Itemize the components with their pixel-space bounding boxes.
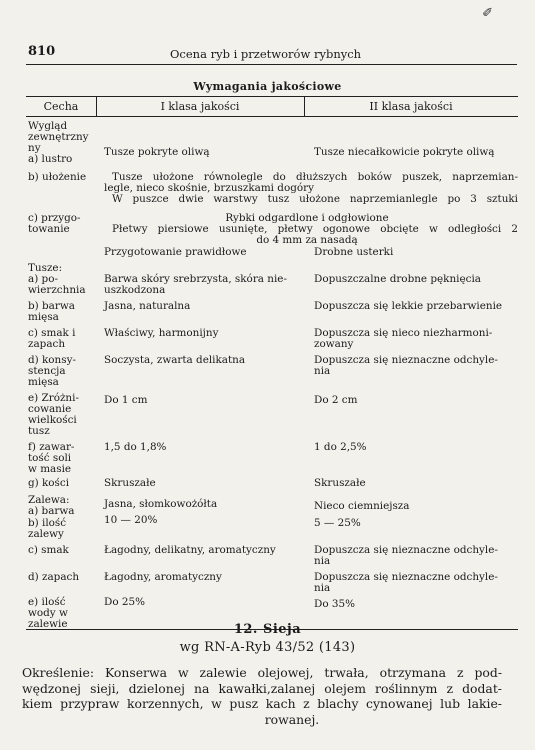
- class-2-cell: 5 — 25%: [314, 517, 361, 529]
- feature-label: c) smak: [28, 544, 69, 556]
- table-body: [26, 117, 518, 629]
- feature-label: e) ilość: [28, 596, 66, 608]
- feature-label: c) smak i: [28, 327, 76, 339]
- feature-label: w masie: [28, 463, 72, 475]
- class-1-cell: Skruszałe: [104, 477, 156, 489]
- definition-line: Określenie: Konserwa w zalewie olejowej, trwała, otrzymana z pod-: [22, 665, 502, 680]
- definition-line: kiem przypraw korzennych, w pusz kach z blachy cynowanej lub lakie-: [22, 696, 502, 711]
- table-header-row: [26, 97, 518, 117]
- class-2-cell: Dopuszczalne drobne pęknięcia: [314, 273, 481, 285]
- column-header-cecha: Cecha: [43, 100, 79, 113]
- feature-label: Wygląd: [28, 120, 68, 132]
- ink-speck: ✐: [482, 6, 493, 21]
- class-1-cell: Właściwy, harmonijny: [104, 327, 219, 339]
- feature-label: b) ilość: [28, 517, 67, 529]
- group-label: Zalewa:: [28, 494, 70, 506]
- feature-label: e) Zróżni-: [28, 392, 79, 404]
- class-1-cell: uszkodzona: [104, 284, 166, 296]
- class-1-cell: Tusze pokryte oliwą: [104, 146, 210, 158]
- class-2-cell: nia: [314, 582, 331, 594]
- class-2-cell: Tusze niecałkowicie pokryte oliwą: [314, 146, 495, 158]
- feature-label: ny: [28, 142, 41, 154]
- feature-label: cowanie: [28, 403, 72, 415]
- group-label: Tusze:: [28, 262, 63, 274]
- class-1-cell: Łagodny, aromatyczny: [104, 571, 222, 583]
- feature-label: d) zapach: [28, 571, 80, 583]
- spanning-cell: legle, nieco skośnie, brzuszkami dogóry: [104, 182, 314, 194]
- spanning-cell: Płetwy piersiowe usunięte, płetwy ogonowe obcięte w odległości 2: [112, 223, 518, 235]
- feature-label: c) przygo-: [28, 212, 81, 224]
- feature-label: b) barwa: [28, 300, 75, 312]
- feature-label: zewnętrzny: [28, 131, 89, 143]
- class-2-cell: Skruszałe: [314, 477, 366, 489]
- class-1-cell: 10 — 20%: [104, 514, 158, 526]
- feature-label: a) lustro: [28, 153, 73, 165]
- feature-label: wielkości: [28, 414, 77, 426]
- class-1-cell: Barwa skóry srebrzysta, skóra nie-: [104, 273, 287, 285]
- class-2-cell: Dopuszcza się nieznaczne odchyle-: [314, 354, 498, 366]
- feature-label: f) zawar-: [28, 441, 75, 453]
- class-1-cell: Do 1 cm: [104, 394, 148, 406]
- feature-label: zalewie: [28, 618, 68, 630]
- header-rule: [26, 64, 517, 65]
- column-header-class-1: I klasa jakości: [160, 100, 240, 113]
- spanning-cell: Rybki odgardlone i odgłowione: [225, 212, 389, 224]
- running-title: Ocena ryb i przetworów rybnych: [170, 47, 362, 61]
- feature-label: wierzchnia: [28, 284, 86, 296]
- spanning-cell: Tusze ułożone równolegle do dłuższych boków puszek, naprzemian-: [112, 171, 518, 183]
- definition-line: rowanej.: [264, 711, 320, 727]
- quality-table: [26, 96, 518, 630]
- feature-label: a) po-: [28, 273, 58, 285]
- feature-label: b) ułożenie: [28, 171, 87, 183]
- class-2-cell: Drobne usterki: [314, 246, 394, 258]
- class-1-cell: Przygotowanie prawidłowe: [104, 246, 247, 258]
- class-1-cell: Łagodny, delikatny, aromatyczny: [104, 544, 276, 556]
- class-2-cell: zowany: [314, 338, 354, 350]
- class-2-cell: Nieco ciemniejsza: [314, 500, 410, 512]
- feature-label: d) konsy-: [28, 354, 76, 366]
- class-1-cell: Soczysta, zwarta delikatna: [104, 354, 246, 366]
- feature-label: tość soli: [28, 452, 72, 464]
- spanning-cell: W puszce dwie warstwy tusz ułożone naprzemianlegle po 3 sztuki: [112, 193, 518, 205]
- feature-label: tusz: [28, 425, 50, 437]
- column-header-class-2: II klasa jakości: [369, 100, 453, 113]
- class-1-cell: Jasna, słomkowożółta: [104, 498, 218, 510]
- class-2-cell: Dopuszcza się nieznaczne odchyle-: [314, 571, 498, 583]
- page-number: 810: [28, 44, 56, 59]
- definition-line: wędzonej sieji, dzielonej na kawałki,zalanej olejem roślinnym z dodat-: [22, 680, 502, 696]
- section-title: 12. Sieja: [233, 622, 302, 637]
- class-2-cell: Dopuszcza się lekkie przebarwienie: [314, 300, 503, 312]
- feature-label: towanie: [28, 223, 70, 235]
- class-2-cell: nia: [314, 365, 331, 377]
- feature-label: a) barwa: [28, 505, 75, 517]
- spanning-cell: do 4 mm za nasadą: [256, 234, 358, 246]
- class-2-cell: Dopuszcza się nieco niezharmoni-: [314, 327, 493, 339]
- class-2-cell: Do 2 cm: [314, 394, 358, 406]
- feature-label: g) kości: [28, 477, 70, 489]
- class-1-cell: Do 25%: [104, 596, 145, 608]
- feature-label: wody w: [28, 607, 68, 619]
- table-caption: Wymagania jakościowe: [193, 80, 342, 93]
- class-1-cell: Jasna, naturalna: [104, 300, 191, 312]
- class-2-cell: Dopuszcza się nieznaczne odchyle-: [314, 544, 498, 556]
- section-norm: wg RN-A-Ryb 43/52 (143): [179, 640, 356, 655]
- definition-paragraph: [22, 665, 502, 727]
- feature-label: stencja: [28, 365, 66, 377]
- feature-label: mięsa: [28, 311, 59, 323]
- class-1-cell: 1,5 do 1,8%: [104, 441, 167, 453]
- class-2-cell: Do 35%: [314, 598, 355, 610]
- class-2-cell: nia: [314, 555, 331, 567]
- feature-label: mięsa: [28, 376, 59, 388]
- feature-label: zapach: [28, 338, 66, 350]
- feature-label: zalewy: [28, 528, 64, 540]
- class-2-cell: 1 do 2,5%: [314, 441, 367, 453]
